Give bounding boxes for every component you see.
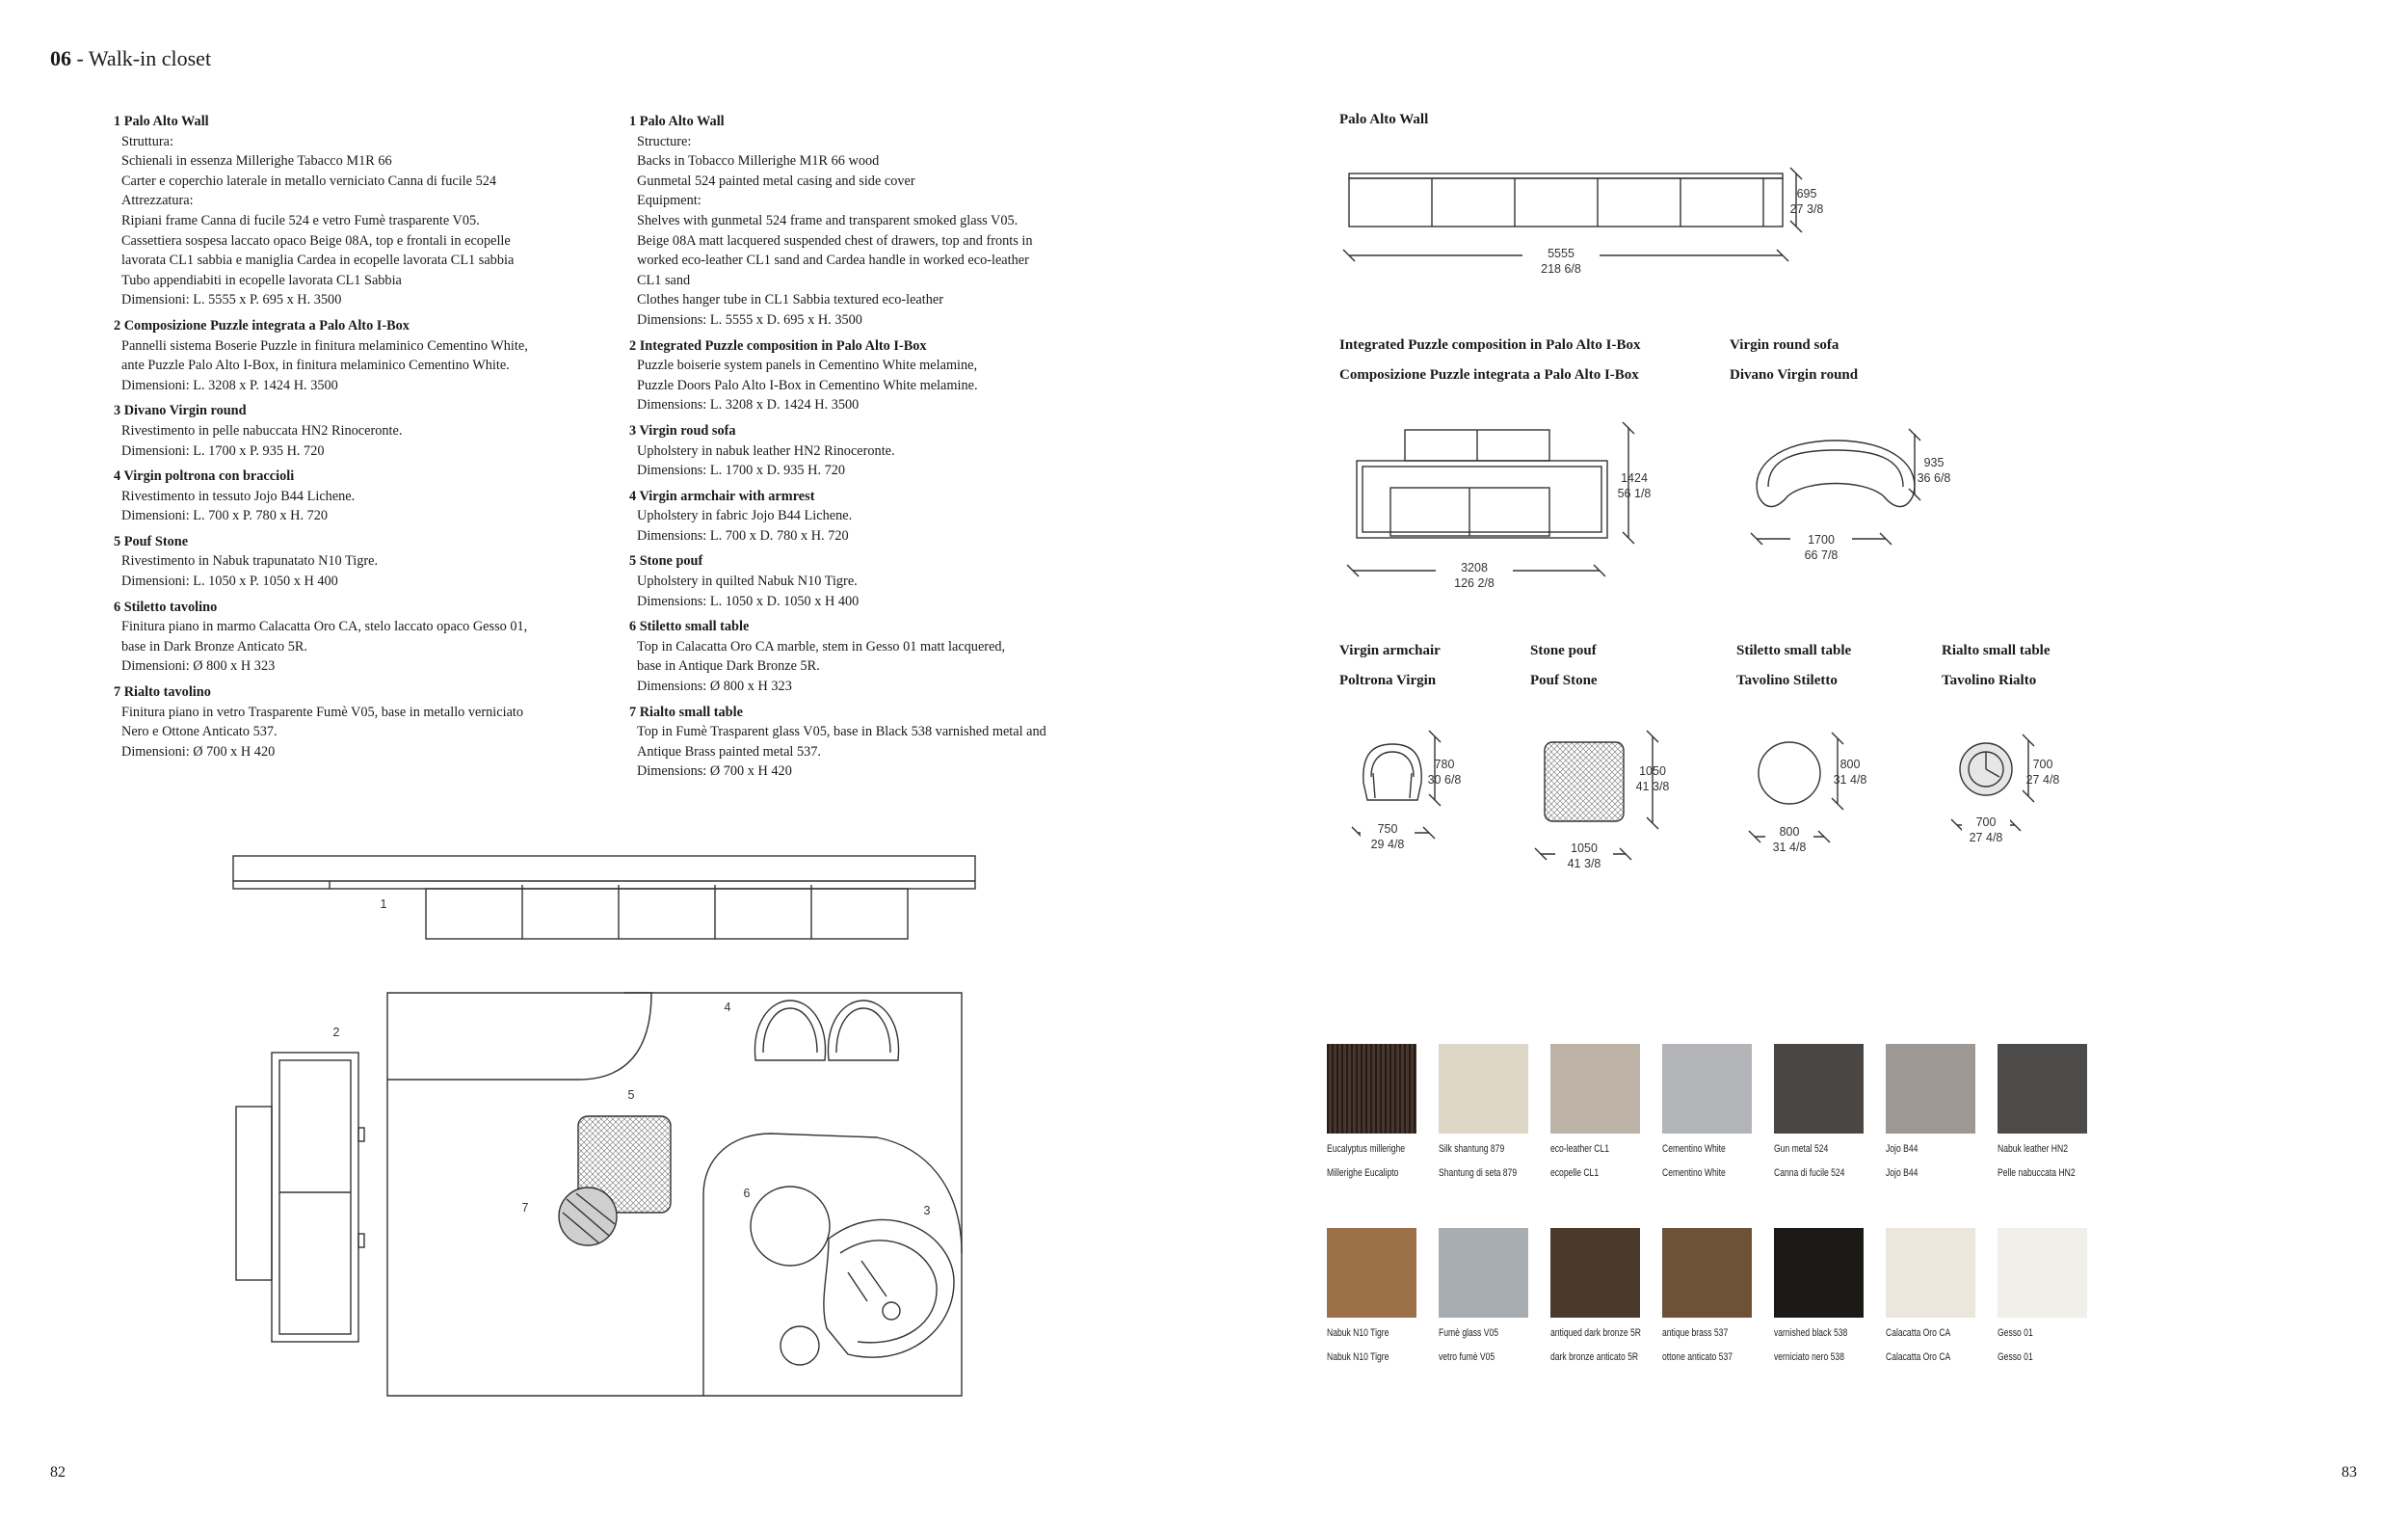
it-line: Dimensioni: Ø 800 x H 323 <box>121 658 276 675</box>
finish-label-en: Silk shantung 879 <box>1439 1143 1505 1155</box>
finish-label-en: Nabuk leather HN2 <box>1998 1143 2068 1155</box>
dim-in: 29 4/8 <box>1370 838 1405 851</box>
finish-label-en: Jojo B44 <box>1886 1143 1918 1155</box>
finish-label-it: dark bronze anticato 5R <box>1550 1351 1639 1363</box>
finish-swatch <box>1774 1228 1864 1318</box>
finish-label-it: vetro fumè V05 <box>1439 1351 1495 1363</box>
finish-label-it: Calacatta Oro CA <box>1886 1351 1951 1363</box>
finish-label-en: Calacatta Oro CA <box>1886 1327 1951 1339</box>
dim-mm: 700 <box>2032 758 2053 771</box>
dim-in: 31 4/8 <box>1833 773 1867 787</box>
plan-number-6: 6 <box>743 1187 751 1200</box>
en-line: Upholstery in quilted Nabuk N10 Tigre. <box>637 574 858 590</box>
dim-mm: 800 <box>1779 825 1800 839</box>
finish-label-it: ottone anticato 537 <box>1662 1351 1733 1363</box>
dim-in: 66 7/8 <box>1804 548 1839 562</box>
dim-mm: 1050 <box>1571 841 1598 855</box>
finish-label-en: Gun metal 524 <box>1774 1143 1829 1155</box>
it-item-title: 5 Pouf Stone <box>114 533 189 549</box>
plan-number-2: 2 <box>332 1026 340 1039</box>
dim-in: 27 4/8 <box>1969 831 2003 844</box>
en-line: Dimensions: Ø 800 x H 323 <box>637 679 792 695</box>
palo-alto-label: Palo Alto Wall <box>1339 112 1429 127</box>
dim-mm: 695 <box>1796 187 1817 200</box>
it-line: Dimensioni: L. 1700 x P. 935 H. 720 <box>121 442 325 459</box>
dim-mm: 5555 <box>1548 247 1574 260</box>
finish-label-en: varnished black 538 <box>1774 1327 1848 1339</box>
armchair-depth-dim <box>1420 757 1469 788</box>
finish-label-it: verniciato nero 538 <box>1774 1351 1844 1363</box>
en-line: Backs in Tobacco Millerighe M1R 66 wood <box>637 153 880 170</box>
dim-mm: 1050 <box>1639 764 1666 778</box>
it-line: Dimensioni: Ø 700 x H 420 <box>121 743 276 760</box>
pouf-depth-dim <box>1628 763 1677 794</box>
armchair-width-dim <box>1361 821 1415 852</box>
it-item-title: 7 Rialto tavolino <box>114 684 211 701</box>
palo-alto-width-dim <box>1522 246 1600 277</box>
en-line: Dimensions: L. 700 x D. 780 x H. 720 <box>637 527 849 544</box>
it-line: Dimensioni: L. 700 x P. 780 x H. 720 <box>121 508 329 524</box>
en-item-title: 3 Virgin roud sofa <box>629 422 736 439</box>
en-line: base in Antique Dark Bronze 5R. <box>637 658 820 675</box>
section-number: 06 <box>50 46 71 70</box>
dim-mm: 935 <box>1923 456 1945 469</box>
dim-mm: 800 <box>1839 758 1861 771</box>
floor-plan-drawing <box>0 0 1060 1446</box>
finish-label-en: Fumè glass V05 <box>1439 1327 1498 1339</box>
finish-label-it: Canna di fucile 524 <box>1774 1167 1845 1179</box>
it-line: Dimensioni: L. 3208 x P. 1424 H. 3500 <box>121 377 338 393</box>
armchair-label-en: Virgin armchair <box>1339 643 1441 658</box>
finish-swatch <box>1662 1228 1752 1318</box>
it-line: Schienali in essenza Millerighe Tabacco M1R 66 <box>121 153 392 170</box>
plan-number-3: 3 <box>923 1204 931 1217</box>
it-line: Cassettiera sospesa laccato opaco Beige 08A, top e frontali in ecopelle <box>121 232 511 249</box>
finish-swatch <box>1550 1044 1640 1134</box>
pouf-label-en: Stone pouf <box>1530 643 1597 658</box>
en-item-title: 7 Rialto small table <box>629 704 743 720</box>
en-line: Dimensions: L. 3208 x D. 1424 H. 3500 <box>637 397 860 414</box>
it-line: Rivestimento in tessuto Jojo B44 Lichene. <box>121 488 356 504</box>
en-line: Antique Brass painted metal 537. <box>637 743 821 760</box>
en-line: Puzzle boiserie system panels in Cementino White melamine, <box>637 358 978 374</box>
en-item-title: 4 Virgin armchair with armrest <box>629 488 815 504</box>
dim-in: 126 2/8 <box>1454 576 1495 590</box>
dim-mm: 780 <box>1434 758 1455 771</box>
dim-mm: 700 <box>1975 815 1997 829</box>
plan-number-7: 7 <box>521 1201 529 1215</box>
en-line: Beige 08A matt lacquered suspended chest of drawers, top and fronts in <box>637 232 1033 249</box>
en-line: Dimensions: L. 1700 x D. 935 H. 720 <box>637 463 846 479</box>
dim-in: 41 3/8 <box>1567 857 1601 870</box>
pouf-width-dim <box>1555 841 1613 871</box>
it-line: Finitura piano in vetro Trasparente Fumè V05, base in metallo verniciato <box>121 704 524 720</box>
it-line: Ripiani frame Canna di fucile 524 e vetro Fumè trasparente V05. <box>121 212 480 228</box>
it-item-title: 4 Virgin poltrona con braccioli <box>114 468 295 485</box>
finish-swatch <box>1327 1044 1416 1134</box>
finish-swatch <box>1998 1228 2087 1318</box>
finish-label-en: Eucalyptus millerighe <box>1327 1143 1406 1155</box>
sofa-width-dim <box>1790 532 1852 563</box>
finish-label-it: Millerighe Eucalipto <box>1327 1167 1399 1179</box>
rialto-label-it: Tavolino Rialto <box>1942 673 2037 688</box>
it-item-title: 2 Composizione Puzzle integrata a Palo Alto I-Box <box>114 317 410 334</box>
finish-swatch <box>1439 1228 1528 1318</box>
it-line: Carter e coperchio laterale in metallo verniciato Canna di fucile 524 <box>121 173 497 189</box>
pouf-label-it: Pouf Stone <box>1530 673 1598 688</box>
dim-in: 41 3/8 <box>1635 780 1670 793</box>
stiletto-label-it: Tavolino Stiletto <box>1736 673 1838 688</box>
en-line: worked eco-leather CL1 sand and Cardea handle in worked eco-leather <box>637 253 1029 269</box>
dim-in: 30 6/8 <box>1427 773 1462 787</box>
it-line: base in Dark Bronze Anticato 5R. <box>121 638 307 654</box>
sofa-label-en: Virgin round sofa <box>1730 337 1839 353</box>
en-line: Shelves with gunmetal 524 frame and transparent smoked glass V05. <box>637 212 1019 228</box>
finish-label-en: antique brass 537 <box>1662 1327 1729 1339</box>
it-line: Pannelli sistema Boserie Puzzle in finitura melaminico Cementino White, <box>121 337 528 354</box>
puzzle-label-it: Composizione Puzzle integrata a Palo Alto I-Box <box>1339 367 1639 383</box>
puzzle-depth-dim <box>1607 470 1661 501</box>
plan-number-1: 1 <box>380 897 387 911</box>
finish-swatch <box>1886 1228 1975 1318</box>
rialto-width-dim <box>1962 814 2010 845</box>
en-line: CL1 sand <box>637 272 691 288</box>
en-line: Gunmetal 524 painted metal casing and side cover <box>637 173 915 189</box>
armchair-label-it: Poltrona Virgin <box>1339 673 1437 688</box>
it-line: Rivestimento in pelle nabuccata HN2 Rinoceronte. <box>121 422 403 439</box>
finish-label-it: Pelle nabuccata HN2 <box>1998 1167 2076 1179</box>
finish-label-it: Shantung di seta 879 <box>1439 1167 1518 1179</box>
stiletto-depth-dim <box>1826 757 1874 788</box>
it-line: Attrezzatura: <box>121 193 194 209</box>
it-line: Struttura: <box>121 133 174 149</box>
it-item-title: 3 Divano Virgin round <box>114 403 247 419</box>
dim-in: 31 4/8 <box>1772 841 1807 854</box>
finish-swatch <box>1774 1044 1864 1134</box>
en-line: Puzzle Doors Palo Alto I-Box in Cementino White melamine. <box>637 377 978 393</box>
palo-alto-depth-dim <box>1783 186 1831 217</box>
it-line: Rivestimento in Nabuk trapunatato N10 Tigre. <box>121 553 379 570</box>
finish-label-it: Cementino White <box>1662 1167 1726 1179</box>
finish-label-it: Jojo B44 <box>1886 1167 1918 1179</box>
finish-label-it: ecopelle CL1 <box>1550 1167 1600 1179</box>
finish-swatch <box>1998 1044 2087 1134</box>
rialto-depth-dim <box>2019 757 2067 788</box>
it-line: Finitura piano in marmo Calacatta Oro CA, stelo laccato opaco Gesso 01, <box>121 619 528 635</box>
finish-swatch <box>1886 1044 1975 1134</box>
dim-mm: 3208 <box>1461 561 1488 574</box>
finish-label-en: Nabuk N10 Tigre <box>1327 1327 1389 1339</box>
en-line: Clothes hanger tube in CL1 Sabbia textured eco-leather <box>637 292 944 308</box>
puzzle-width-dim <box>1436 560 1513 591</box>
it-item-title: 6 Stiletto tavolino <box>114 599 218 615</box>
sofa-depth-dim <box>1910 455 1958 486</box>
dim-mm: 1424 <box>1621 471 1648 485</box>
page-number-left: 82 <box>50 1464 66 1481</box>
finish-swatch <box>1439 1044 1528 1134</box>
finish-swatch <box>1662 1044 1752 1134</box>
en-item-title: 6 Stiletto small table <box>629 619 750 635</box>
finish-label-en: antiqued dark bronze 5R <box>1550 1327 1641 1339</box>
it-line: lavorata CL1 sabbia e maniglia Cardea in ecopelle lavorata CL1 sabbia <box>121 253 515 269</box>
sofa-label-it: Divano Virgin round <box>1730 367 1859 383</box>
plan-number-5: 5 <box>627 1088 635 1102</box>
stiletto-label-en: Stiletto small table <box>1736 643 1852 658</box>
rialto-label-en: Rialto small table <box>1942 643 2051 658</box>
en-line: Equipment: <box>637 193 701 209</box>
en-line: Upholstery in fabric Jojo B44 Lichene. <box>637 508 853 524</box>
en-item-title: 1 Palo Alto Wall <box>629 114 725 129</box>
en-line: Top in Fumè Trasparent glass V05, base in Black 538 varnished metal and <box>637 724 1046 740</box>
sofa-drawing <box>1739 429 1932 545</box>
it-line: Dimensioni: L. 1050 x P. 1050 x H 400 <box>121 574 338 590</box>
en-item-title: 5 Stone pouf <box>629 553 703 570</box>
dim-mm: 750 <box>1377 822 1398 836</box>
dim-in: 27 3/8 <box>1789 202 1824 216</box>
stiletto-width-dim <box>1765 824 1813 855</box>
it-line: Nero e Ottone Anticato 537. <box>121 724 278 740</box>
it-item-title: 1 Palo Alto Wall <box>114 114 209 129</box>
dim-mm: 1700 <box>1808 533 1835 547</box>
en-line: Top in Calacatta Oro CA marble, stem in Gesso 01 matt lacquered, <box>637 638 1006 654</box>
section-title: - Walk-in closet <box>71 46 212 70</box>
finish-label-en: eco-leather CL1 <box>1550 1143 1610 1155</box>
en-line: Structure: <box>637 133 692 149</box>
dim-in: 27 4/8 <box>2025 773 2060 787</box>
it-line: ante Puzzle Palo Alto I-Box, in finitura melaminico Cementino White. <box>121 358 510 374</box>
en-line: Upholstery in nabuk leather HN2 Rinoceronte. <box>637 442 895 459</box>
en-line: Dimensions: L. 1050 x D. 1050 x H 400 <box>637 593 860 609</box>
finish-label-en: Gesso 01 <box>1998 1327 2033 1339</box>
finish-label-it: Nabuk N10 Tigre <box>1327 1351 1389 1363</box>
finish-swatch <box>1327 1228 1416 1318</box>
dim-in: 36 6/8 <box>1917 471 1951 485</box>
finish-label-it: Gesso 01 <box>1998 1351 2033 1363</box>
finish-swatch <box>1550 1228 1640 1318</box>
en-line: Dimensions: Ø 700 x H 420 <box>637 763 792 780</box>
page-number-right: 83 <box>2342 1464 2357 1481</box>
en-item-title: 2 Integrated Puzzle composition in Palo Alto I-Box <box>629 337 927 354</box>
it-line: Dimensioni: L. 5555 x P. 695 x H. 3500 <box>121 292 342 308</box>
dim-in: 218 6/8 <box>1541 262 1581 276</box>
it-line: Tubo appendiabiti in ecopelle lavorata CL1 Sabbia <box>121 272 402 288</box>
en-line: Dimensions: L. 5555 x D. 695 x H. 3500 <box>637 311 862 328</box>
finish-label-en: Cementino White <box>1662 1143 1726 1155</box>
puzzle-label-en: Integrated Puzzle composition in Palo Alto I-Box <box>1339 337 1641 353</box>
plan-number-4: 4 <box>724 1001 731 1014</box>
dim-in: 56 1/8 <box>1617 487 1652 500</box>
